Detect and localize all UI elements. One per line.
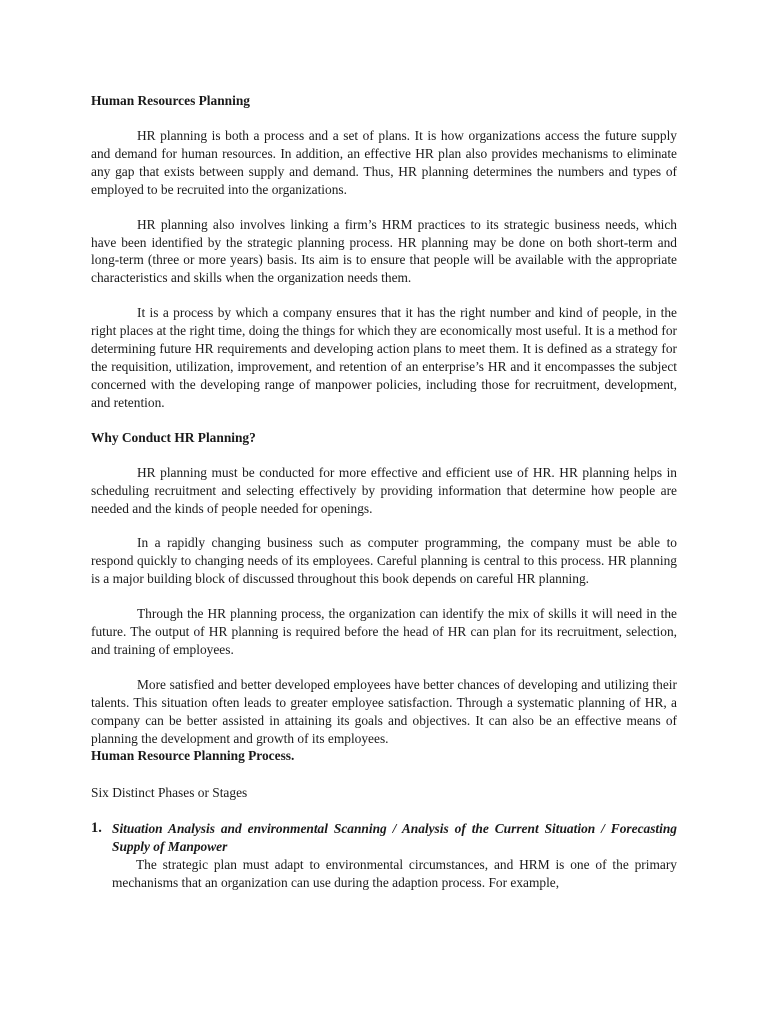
paragraph: In a rapidly changing business such as computer programming, the company must be able to respond quickly to changing needs of its employees. Careful planning is central to this process. HR planning is a major building block of discussed throughout this book depends on careful HR planning.: [91, 535, 677, 587]
list-item: [91, 820, 677, 892]
list-number: 1.: [91, 820, 102, 837]
paragraph: HR planning is both a process and a set of plans. It is how organizations access the future supply and demand for human resources. In addition, an effective HR plan also provides mechanisms to eliminate any gap that exists between supply and demand. Thus, HR planning determines the numbers and types of employed to be recruited into the organizations.: [91, 128, 677, 197]
paragraph: HR planning also involves linking a firm’s HRM practices to its strategic business needs, which have been identified by the strategic planning process. HR planning may be done on both short-term and long-term (three or more years) basis. Its aim is to ensure that people will be available with the appropriate characteristics and skills when the organization needs them.: [91, 216, 677, 286]
paragraph: Through the HR planning process, the organization can identify the mix of skills it will need in the future. The output of HR planning is required before the head of HR can plan for its recruitment, selection, and training of employees.: [91, 606, 677, 657]
paragraph: HR planning must be conducted for more effective and efficient use of HR. HR planning helps in scheduling recruitment and selecting effectively by providing information that determine how people are needed and the kinds of people needed for openings.: [91, 464, 677, 516]
list-item-title: Situation Analysis and environmental Scanning / Analysis of the Current Situation / Forecasting Supply of Manpower: [112, 821, 677, 855]
list-item-body: The strategic plan must adapt to environmental circumstances, and HRM is one of the primary mechanisms that an organization can use during the adaption process. For example,: [112, 857, 677, 891]
section-heading-why: Why Conduct HR Planning?: [91, 429, 256, 445]
document-page: [91, 92, 677, 892]
paragraph: More satisfied and better developed employees have better chances of developing and utilizing their talents. This situation often leads to greater employee satisfaction. Through a systematic planning of HR, a company can be better assisted in attaining its goals and objectives. It can also be an effective means of planning the development and growth of its employees.: [91, 676, 677, 746]
document-title: Human Resources Planning: [91, 93, 250, 108]
section-heading-process: Human Resource Planning Process.: [91, 748, 295, 764]
paragraph: It is a process by which a company ensures that it has the right number and kind of people, in the right places at the right time, doing the things for which they are economically most useful. It is a method for determining future HR requirements and developing action plans to meet them. It is defined as a strategy for the requisition, utilization, improvement, and retention of an enterprise’s HR and it encompasses the subject concerned with the developing range of manpower policies, including those for recruitment, development, and retention.: [91, 305, 677, 410]
stages-label: Six Distinct Phases or Stages: [91, 785, 248, 801]
